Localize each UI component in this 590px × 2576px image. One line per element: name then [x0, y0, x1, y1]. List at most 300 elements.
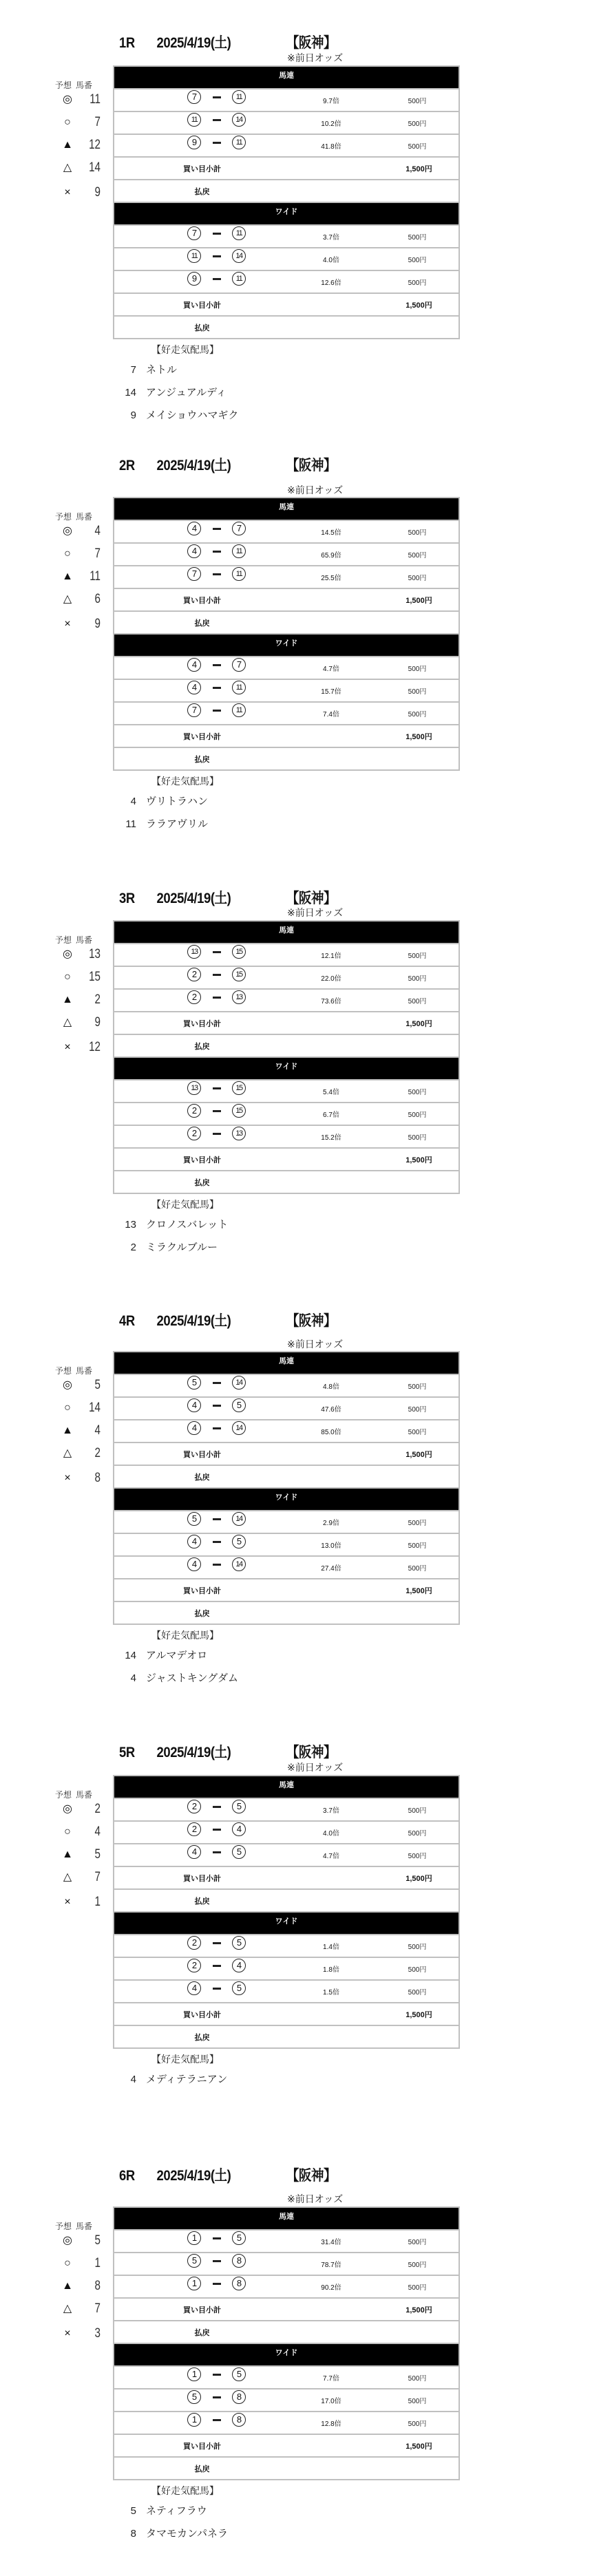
bet-amount: 500円	[408, 529, 427, 537]
subtotal-label: 買い目小計	[183, 1451, 221, 1459]
bet-row	[114, 1534, 459, 1557]
horse-number: 1	[94, 1895, 101, 1909]
double-circle-mark-icon: ◎	[63, 2235, 72, 2246]
payout-row	[114, 748, 459, 769]
circled-number-icon: 4	[232, 1822, 246, 1836]
circled-number-icon: 8	[232, 2277, 246, 2290]
bet-amount: 500円	[408, 2284, 427, 2292]
horse-number: 8	[94, 1471, 101, 1485]
bet-combination	[183, 1981, 259, 1998]
dash-separator	[213, 96, 221, 98]
good-horse-number: 11	[125, 818, 136, 830]
bet-row	[114, 1935, 459, 1958]
subtotal-amount: 1,500円	[405, 1451, 432, 1459]
circled-number-icon: 5	[232, 1981, 246, 1995]
circle-mark-icon: ○	[64, 1826, 71, 1838]
circled-number-icon: 4	[187, 522, 201, 535]
circled-number-icon: 7	[187, 567, 201, 581]
good-horse-item	[110, 813, 386, 835]
prediction-row	[55, 1374, 103, 1396]
double-circle-mark-icon: ◎	[63, 1379, 72, 1391]
horse-number: 14	[89, 1401, 101, 1415]
prediction-row	[55, 1442, 103, 1467]
bet-row	[114, 680, 459, 703]
horse-number: 9	[94, 1015, 101, 1030]
odds-value: 6.7倍	[323, 1111, 339, 1119]
horse-number: 11	[89, 92, 101, 107]
odds-value: 22.0倍	[321, 975, 341, 983]
bet-amount: 500円	[408, 1406, 427, 1414]
horse-number-label: 馬番	[76, 935, 93, 945]
odds-note: ※前日オッズ	[287, 1762, 344, 1773]
payout-row	[114, 1602, 459, 1624]
circled-number-icon: 2	[187, 1936, 201, 1950]
prediction-row	[55, 1036, 103, 1057]
triangle-mark-icon: △	[63, 1871, 72, 1883]
triangle-mark-icon: △	[63, 1016, 72, 1028]
good-horse-item	[110, 381, 386, 404]
bet-amount: 500円	[408, 1383, 427, 1391]
odds-value: 4.7倍	[323, 1853, 339, 1860]
good-horse-name: アンジュアルディ	[146, 387, 226, 398]
umaren-header: 馬連	[114, 498, 459, 521]
triangle-mark-icon: △	[63, 2303, 72, 2314]
odds-value: 3.7倍	[323, 234, 339, 242]
prediction-row	[55, 966, 103, 988]
race-number: 5R	[119, 1745, 135, 1760]
bet-row	[114, 703, 459, 725]
circled-number-icon: 15	[232, 1081, 246, 1095]
good-horse-name: ヴリトラハン	[146, 796, 209, 807]
dash-separator	[213, 974, 221, 976]
good-horse-name: タマモカンパネラ	[146, 2528, 228, 2540]
odds-value: 9.7倍	[323, 98, 339, 105]
circled-number-icon: 2	[187, 990, 201, 1004]
prediction-label: 予想	[55, 2222, 72, 2231]
bet-row	[114, 2231, 459, 2253]
dash-separator	[213, 1942, 221, 1944]
bet-amount: 500円	[408, 1542, 427, 1550]
good-horses-title: 【好走気配馬】	[151, 1630, 219, 1641]
bet-row	[114, 1126, 459, 1149]
odds-note: ※前日オッズ	[287, 52, 344, 63]
prediction-row	[55, 111, 103, 134]
horse-number: 8	[94, 2279, 101, 2293]
dash-separator	[213, 687, 221, 689]
wide-header: ワイド	[114, 1913, 459, 1935]
filled-triangle-mark-icon: ▲	[62, 139, 73, 151]
bet-combination	[183, 1845, 259, 1862]
prediction-row	[55, 588, 103, 613]
circled-number-icon: 5	[232, 2231, 246, 2245]
bet-amount: 500円	[408, 1111, 427, 1119]
subtotal-row	[114, 1012, 459, 1035]
bet-amount: 500円	[408, 998, 427, 1005]
bet-row	[114, 2367, 459, 2389]
good-horse-number: 14	[125, 1650, 136, 1661]
bet-row	[114, 2276, 459, 2299]
circle-mark-icon: ○	[64, 1402, 71, 1414]
prediction-label: 予想	[55, 1366, 72, 1376]
cross-mark-icon: ×	[64, 2328, 71, 2339]
circle-mark-icon: ○	[64, 971, 71, 983]
dash-separator	[213, 2374, 221, 2376]
prediction-row	[55, 2229, 103, 2252]
circled-number-icon: 2	[187, 1822, 201, 1836]
race-venue: 【阪神】	[286, 891, 337, 906]
subtotal-amount: 1,500円	[405, 1587, 432, 1595]
dash-separator	[213, 951, 221, 953]
bet-row	[114, 1511, 459, 1534]
filled-triangle-mark-icon: ▲	[62, 1849, 73, 1860]
odds-value: 41.8倍	[321, 143, 341, 151]
circled-number-icon: 11	[187, 249, 201, 263]
wide-header: ワイド	[114, 203, 459, 226]
circled-number-icon: 15	[232, 1104, 246, 1118]
bet-amount: 500円	[408, 120, 427, 128]
bet-amount: 500円	[408, 279, 427, 287]
bet-amount: 500円	[408, 98, 427, 105]
circled-number-icon: 5	[187, 1512, 201, 1526]
prediction-label: 予想	[55, 512, 72, 522]
odds-note: ※前日オッズ	[287, 1339, 344, 1350]
dash-separator	[213, 528, 221, 530]
bet-row	[114, 657, 459, 680]
dash-separator	[213, 142, 221, 144]
payout-label: 払戻	[194, 1610, 210, 1618]
good-horse-item	[110, 404, 386, 427]
odds-value: 2.9倍	[323, 1520, 339, 1527]
circled-number-icon: 5	[232, 1936, 246, 1950]
good-horse-item	[110, 2500, 386, 2522]
good-horse-number: 13	[125, 1219, 136, 1231]
circled-number-icon: 13	[187, 945, 201, 959]
circled-number-icon: 1	[187, 2231, 201, 2245]
double-circle-mark-icon: ◎	[63, 525, 72, 537]
filled-triangle-mark-icon: ▲	[62, 994, 73, 1005]
odds-value: 4.7倍	[323, 666, 339, 673]
dash-separator	[213, 1564, 221, 1566]
race-title	[119, 1745, 336, 1761]
bet-row	[114, 89, 459, 112]
circled-number-icon: 11	[232, 703, 246, 717]
payout-amount	[393, 2321, 445, 2323]
bet-table	[113, 2206, 460, 2480]
race-number: 6R	[119, 2168, 135, 2184]
odds-value: 7.7倍	[323, 2375, 339, 2383]
bet-combination	[183, 945, 259, 961]
prediction-row	[55, 156, 103, 181]
bet-combination	[183, 90, 259, 107]
circled-number-icon: 15	[232, 945, 246, 959]
dash-separator	[213, 2396, 221, 2398]
horse-number: 1	[94, 2256, 101, 2270]
bet-row	[114, 1557, 459, 1579]
umaren-header: 馬連	[114, 1352, 459, 1375]
bet-amount: 500円	[408, 2261, 427, 2269]
bet-combination	[183, 522, 259, 538]
payout-amount	[393, 612, 445, 613]
good-horses-title: 【好走気配馬】	[151, 344, 219, 355]
bet-table	[113, 920, 460, 1194]
bet-row	[114, 135, 459, 158]
triangle-mark-icon: △	[63, 1447, 72, 1459]
subtotal-row	[114, 589, 459, 612]
good-horses-list	[110, 2068, 386, 2091]
wide-header: ワイド	[114, 2344, 459, 2367]
circled-number-icon: 15	[232, 968, 246, 981]
dash-separator	[213, 1110, 221, 1112]
bet-amount: 500円	[408, 1944, 427, 1951]
good-horse-number: 9	[130, 409, 136, 421]
circled-number-icon: 8	[232, 2254, 246, 2268]
payout-label: 払戻	[194, 756, 210, 764]
umaren-header: 馬連	[114, 2208, 459, 2231]
subtotal-row	[114, 1149, 459, 1171]
odds-value: 85.0倍	[321, 1429, 341, 1436]
circled-number-icon: 11	[232, 226, 246, 240]
good-horses-title: 【好走気配馬】	[151, 2054, 219, 2065]
prediction-row	[55, 1467, 103, 1488]
bet-amount: 500円	[408, 1830, 427, 1838]
circled-number-icon: 13	[187, 1081, 201, 1095]
bet-row	[114, 1844, 459, 1867]
good-horse-name: メディテラニアン	[146, 2074, 228, 2085]
bet-combination	[183, 658, 259, 674]
bet-row	[114, 1420, 459, 1443]
good-horse-item	[110, 2522, 386, 2545]
subtotal-row	[114, 725, 459, 748]
circled-number-icon: 1	[187, 2413, 201, 2427]
payout-amount	[393, 1035, 445, 1036]
race-venue: 【阪神】	[286, 1313, 337, 1329]
filled-triangle-mark-icon: ▲	[62, 2280, 73, 2292]
horse-number-label: 馬番	[76, 2222, 93, 2231]
odds-value: 1.5倍	[323, 1989, 339, 1997]
bet-amount: 500円	[408, 1807, 427, 1815]
umaren-header: 馬連	[114, 922, 459, 944]
prediction-row	[55, 1820, 103, 1843]
bet-row	[114, 1822, 459, 1844]
filled-triangle-mark-icon: ▲	[62, 571, 73, 582]
horse-number: 7	[94, 546, 101, 561]
odds-value: 73.6倍	[321, 998, 341, 1005]
payout-amount	[393, 1466, 445, 1467]
bet-combination	[183, 567, 259, 584]
odds-value: 13.0倍	[321, 1542, 341, 1550]
odds-value: 47.6倍	[321, 1406, 341, 1414]
bet-combination	[183, 272, 259, 288]
filled-triangle-mark-icon: ▲	[62, 1425, 73, 1436]
bet-table	[113, 1775, 460, 2049]
wide-header: ワイド	[114, 1489, 459, 1511]
race-date: 2025/4/19(土)	[156, 2168, 231, 2184]
bet-combination	[183, 544, 259, 561]
circled-number-icon: 7	[187, 226, 201, 240]
dash-separator	[213, 1382, 221, 1384]
wide-header: ワイド	[114, 635, 459, 657]
circled-number-icon: 5	[232, 1535, 246, 1548]
payout-amount	[393, 1890, 445, 1891]
dash-separator	[213, 1518, 221, 1520]
prediction-row	[55, 2275, 103, 2297]
prediction-row	[55, 613, 103, 634]
odds-value: 14.5倍	[321, 529, 341, 537]
circled-number-icon: 11	[232, 567, 246, 581]
odds-note: ※前日オッズ	[287, 485, 344, 496]
race-title	[119, 35, 336, 52]
odds-value: 65.9倍	[321, 552, 341, 560]
bet-row	[114, 2412, 459, 2435]
bet-combination	[183, 2390, 259, 2407]
subtotal-row	[114, 2003, 459, 2026]
circled-number-icon: 1	[187, 2277, 201, 2290]
payout-label: 払戻	[194, 324, 210, 332]
dash-separator	[213, 2419, 221, 2421]
dash-separator	[213, 1806, 221, 1808]
bet-row	[114, 1799, 459, 1822]
circled-number-icon: 4	[187, 1981, 201, 1995]
dash-separator	[213, 1133, 221, 1135]
circled-number-icon: 2	[187, 1104, 201, 1118]
horse-number: 7	[94, 1870, 101, 1884]
bet-row	[114, 566, 459, 589]
payout-label: 払戻	[194, 1043, 210, 1051]
double-circle-mark-icon: ◎	[63, 94, 72, 105]
odds-value: 25.5倍	[321, 575, 341, 582]
horse-number: 13	[89, 947, 101, 961]
bet-row	[114, 1081, 459, 1103]
circled-number-icon: 5	[232, 2367, 246, 2381]
umaren-header: 馬連	[114, 67, 459, 89]
dash-separator	[213, 1829, 221, 1831]
good-horse-name: ジャストキングダム	[146, 1672, 238, 1684]
odds-note: ※前日オッズ	[287, 907, 344, 918]
bet-row	[114, 112, 459, 135]
prediction-row	[55, 2297, 103, 2322]
circled-number-icon: 11	[232, 544, 246, 558]
circled-number-icon: 2	[187, 1959, 201, 1972]
payout-label: 払戻	[194, 1179, 210, 1187]
subtotal-label: 買い目小計	[183, 2442, 221, 2451]
cross-mark-icon: ×	[64, 618, 71, 630]
bet-combination	[183, 136, 259, 152]
horse-number: 7	[94, 115, 101, 129]
race-date: 2025/4/19(土)	[156, 1313, 231, 1329]
odds-value: 4.8倍	[323, 1383, 339, 1391]
bet-combination	[183, 1127, 259, 1143]
dash-separator	[213, 119, 221, 121]
dash-separator	[213, 2283, 221, 2285]
good-horse-number: 4	[130, 2074, 136, 2085]
prediction-row	[55, 1798, 103, 1820]
circled-number-icon: 13	[232, 990, 246, 1004]
horse-number: 4	[94, 1423, 101, 1438]
bet-amount: 500円	[408, 2398, 427, 2405]
good-horses-list	[110, 2500, 386, 2545]
good-horses-title: 【好走気配馬】	[151, 1199, 219, 1210]
dash-separator	[213, 1851, 221, 1853]
bet-combination	[183, 2254, 259, 2270]
bet-row	[114, 1981, 459, 2003]
bet-table	[113, 497, 460, 771]
subtotal-row	[114, 2435, 459, 2458]
good-horse-number: 14	[125, 387, 136, 398]
good-horse-number: 5	[130, 2505, 136, 2517]
prediction-row	[55, 542, 103, 565]
prediction-row	[55, 1843, 103, 1866]
prediction-row	[55, 1891, 103, 1912]
subtotal-label: 買い目小計	[183, 301, 221, 310]
bet-combination	[183, 1081, 259, 1098]
payout-label: 払戻	[194, 1897, 210, 1906]
payout-row	[114, 1035, 459, 1058]
good-horse-name: ミラクルブルー	[146, 1242, 218, 1253]
circled-number-icon: 5	[187, 1376, 201, 1390]
bet-row	[114, 944, 459, 967]
odds-note: ※前日オッズ	[287, 2193, 344, 2204]
payout-label: 払戻	[194, 2465, 210, 2473]
prediction-label: 予想	[55, 935, 72, 945]
subtotal-amount: 1,500円	[405, 1156, 432, 1164]
bet-combination	[183, 1822, 259, 1839]
bet-amount: 500円	[408, 575, 427, 582]
payout-row	[114, 180, 459, 203]
good-horse-item	[110, 1644, 386, 1667]
good-horses-title: 【好走気配馬】	[151, 776, 219, 787]
race-title	[119, 1313, 336, 1330]
bet-amount: 500円	[408, 952, 427, 960]
dash-separator	[213, 997, 221, 999]
horse-number: 5	[94, 1378, 101, 1392]
prediction-row	[55, 1866, 103, 1891]
bet-amount: 500円	[408, 711, 427, 718]
bet-combination	[183, 968, 259, 984]
double-circle-mark-icon: ◎	[63, 1803, 72, 1815]
bet-row	[114, 521, 459, 544]
payout-amount	[393, 2458, 445, 2459]
bet-row	[114, 271, 459, 294]
prediction-row	[55, 565, 103, 588]
horse-number: 4	[94, 524, 101, 538]
bet-combination	[183, 1398, 259, 1415]
good-horse-item	[110, 1667, 386, 1690]
horse-number: 9	[94, 185, 101, 200]
bet-combination	[183, 990, 259, 1007]
race-title	[119, 2168, 336, 2184]
horse-number: 5	[94, 2233, 101, 2248]
circled-number-icon: 4	[187, 544, 201, 558]
race-date: 2025/4/19(土)	[156, 1745, 231, 1760]
bet-amount: 500円	[408, 666, 427, 673]
bet-amount: 500円	[408, 2375, 427, 2383]
subtotal-label: 買い目小計	[183, 1020, 221, 1028]
dash-separator	[213, 1988, 221, 1990]
prediction-row	[55, 1396, 103, 1419]
bet-row	[114, 1375, 459, 1398]
circled-number-icon: 2	[187, 1127, 201, 1140]
subtotal-amount: 1,500円	[405, 1020, 432, 1028]
bet-combination	[183, 1512, 259, 1529]
horse-number-label: 馬番	[76, 1790, 93, 1800]
circled-number-icon: 1	[187, 2367, 201, 2381]
circled-number-icon: 4	[187, 1535, 201, 1548]
dash-separator	[213, 2260, 221, 2262]
prediction-label: 予想	[55, 81, 72, 90]
bet-amount: 500円	[408, 1520, 427, 1527]
circled-number-icon: 14	[232, 249, 246, 263]
subtotal-row	[114, 2299, 459, 2321]
